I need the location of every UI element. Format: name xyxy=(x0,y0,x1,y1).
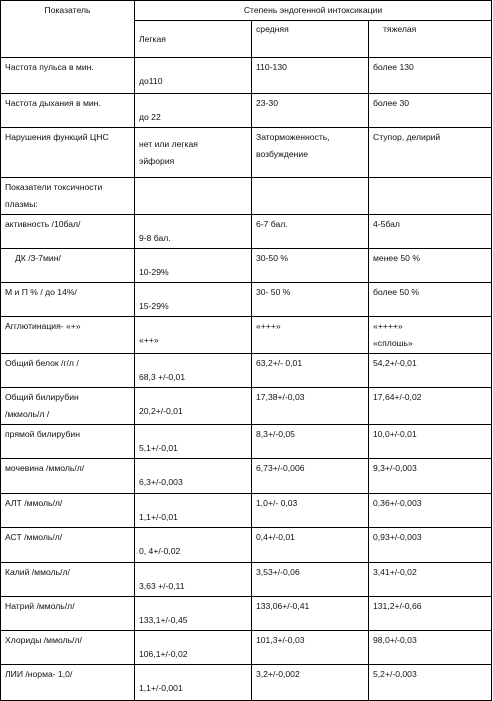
cell-severe-line1: «++++» xyxy=(373,321,403,331)
header-mild: Легкая xyxy=(135,21,252,58)
cell-mild: 9-8 бал. xyxy=(135,215,252,249)
cell-moderate-line1: Заторможенность, xyxy=(256,132,330,142)
cell-mild: 106,1+/-0,02 xyxy=(135,631,252,665)
row-label: Частота пульса в мин. xyxy=(1,58,135,94)
row-label-line2: плазмы: xyxy=(5,199,38,209)
table-row xyxy=(1,94,492,128)
cell-severe xyxy=(369,178,492,215)
row-label-line1: Общий билирубин xyxy=(5,392,79,402)
cell-mild: 0, 4+/-0,02 xyxy=(135,528,252,563)
header-severe: тяжелая xyxy=(369,21,492,58)
cell-moderate: 8,3+/-0,05 xyxy=(252,425,369,459)
header-degree: Степень эндогенной интоксикации xyxy=(135,1,492,21)
cell-mild: 20,2+/-0,01 xyxy=(135,388,252,425)
table-row xyxy=(1,528,492,563)
header-moderate: средняя xyxy=(252,21,369,58)
cell-mild: 1,1+/-0,01 xyxy=(135,494,252,528)
cell-severe: 0,93+/-0,003 xyxy=(369,528,492,563)
cell-moderate: 6-7 бал. xyxy=(252,215,369,249)
cell-mild: 5,1+/-0,01 xyxy=(135,425,252,459)
cell-moderate: 110-130 xyxy=(252,58,369,94)
cell-severe: 10,0+/-0,01 xyxy=(369,425,492,459)
row-label: АСТ /ммоль/л/ xyxy=(1,528,135,563)
table-row xyxy=(1,631,492,665)
row-label xyxy=(1,178,135,215)
cell-mild: 15-29% xyxy=(135,283,252,317)
cell-mild-line2: эйфория xyxy=(139,156,175,166)
cell-severe: 17,64+/-0,02 xyxy=(369,388,492,425)
cell-moderate: 63,2+/- 0,01 xyxy=(252,354,369,388)
cell-mild: 1,1+/-0,001 xyxy=(135,665,252,701)
cell-severe: 9,3+/-0,003 xyxy=(369,459,492,494)
table-row xyxy=(1,58,492,94)
row-label: ДК /3-7мин/ xyxy=(1,249,135,283)
cell-moderate: 133,06+/-0,41 xyxy=(252,597,369,631)
row-label-line1: Показатели токсичности xyxy=(5,182,103,192)
cell-mild xyxy=(135,178,252,215)
cell-severe: 5,2+/-0,003 xyxy=(369,665,492,701)
row-label: Хлориды /ммоль/л/ xyxy=(1,631,135,665)
table-row xyxy=(1,249,492,283)
table-row xyxy=(1,128,492,178)
cell-severe: более 130 xyxy=(369,58,492,94)
row-label-line2: /мкмоль/л / xyxy=(5,409,50,419)
row-label: Натрий /ммоль/л/ xyxy=(1,597,135,631)
table-row xyxy=(1,459,492,494)
cell-moderate: 101,3+/-0,03 xyxy=(252,631,369,665)
cell-moderate: 30-50 % xyxy=(252,249,369,283)
cell-moderate: 23-30 xyxy=(252,94,369,128)
cell-severe: 54,2+/-0,01 xyxy=(369,354,492,388)
table-row xyxy=(1,215,492,249)
cell-mild-line1: нет или легкая xyxy=(139,139,198,149)
table-row xyxy=(1,425,492,459)
table-row xyxy=(1,354,492,388)
row-label xyxy=(1,388,135,425)
cell-moderate: «+++» xyxy=(252,317,369,354)
cell-mild: 133,1+/-0,45 xyxy=(135,597,252,631)
table-row xyxy=(1,388,492,425)
cell-severe-line2: «сплошь» xyxy=(373,338,413,348)
cell-mild: 10-29% xyxy=(135,249,252,283)
cell-severe: 0,36+/-0,003 xyxy=(369,494,492,528)
header-indicator: Показатель xyxy=(1,1,135,58)
row-label: М и П % / до 14%/ xyxy=(1,283,135,317)
cell-mild: 6,3+/-0,003 xyxy=(135,459,252,494)
cell-moderate: 6,73+/-0,006 xyxy=(252,459,369,494)
cell-moderate: 3,2+/-0,002 xyxy=(252,665,369,701)
table-row xyxy=(1,665,492,701)
cell-severe: 98,0+/-0,03 xyxy=(369,631,492,665)
cell-moderate: 17,38+/-0,03 xyxy=(252,388,369,425)
cell-severe: более 30 xyxy=(369,94,492,128)
table-row xyxy=(1,178,492,215)
row-label: Нарушения функций ЦНС xyxy=(1,128,135,178)
row-label: Общий белок /г/л / xyxy=(1,354,135,388)
cell-severe: 4-5бал xyxy=(369,215,492,249)
table-row xyxy=(1,317,492,354)
row-label: Частота дыхания в мин. xyxy=(1,94,135,128)
cell-mild: до 22 xyxy=(135,94,252,128)
row-label: активность /10бал/ xyxy=(1,215,135,249)
cell-mild: 68,3 +/-0,01 xyxy=(135,354,252,388)
cell-severe: 131,2+/-0,66 xyxy=(369,597,492,631)
row-label: АЛТ /ммоль/л/ xyxy=(1,494,135,528)
cell-severe: менее 50 % xyxy=(369,249,492,283)
row-label: Калий /ммоль/л/ xyxy=(1,563,135,597)
table-row xyxy=(1,283,492,317)
cell-moderate: 1,0+/- 0,03 xyxy=(252,494,369,528)
cell-moderate-line2: возбуждение xyxy=(256,149,308,159)
cell-moderate xyxy=(252,178,369,215)
cell-moderate: 30- 50 % xyxy=(252,283,369,317)
table-row xyxy=(1,563,492,597)
cell-severe xyxy=(369,317,492,354)
cell-moderate: 0,4+/-0,01 xyxy=(252,528,369,563)
header-row-1 xyxy=(1,1,492,21)
cell-mild xyxy=(135,128,252,178)
cell-moderate: 3,53+/-0,06 xyxy=(252,563,369,597)
cell-severe: более 50 % xyxy=(369,283,492,317)
cell-mild: до110 xyxy=(135,58,252,94)
table-row xyxy=(1,597,492,631)
row-label: мочевина /ммоль/л/ xyxy=(1,459,135,494)
row-label: прямой билирубин xyxy=(1,425,135,459)
cell-mild: «++» xyxy=(135,317,252,354)
table-row xyxy=(1,494,492,528)
cell-severe: Ступор, делирий xyxy=(369,128,492,178)
cell-severe: 3,41+/-0,02 xyxy=(369,563,492,597)
row-label: ЛИИ /норма- 1,0/ xyxy=(1,665,135,701)
cell-moderate xyxy=(252,128,369,178)
row-label: Агглютинация- «+» xyxy=(1,317,135,354)
cell-mild: 3,63 +/-0,11 xyxy=(135,563,252,597)
